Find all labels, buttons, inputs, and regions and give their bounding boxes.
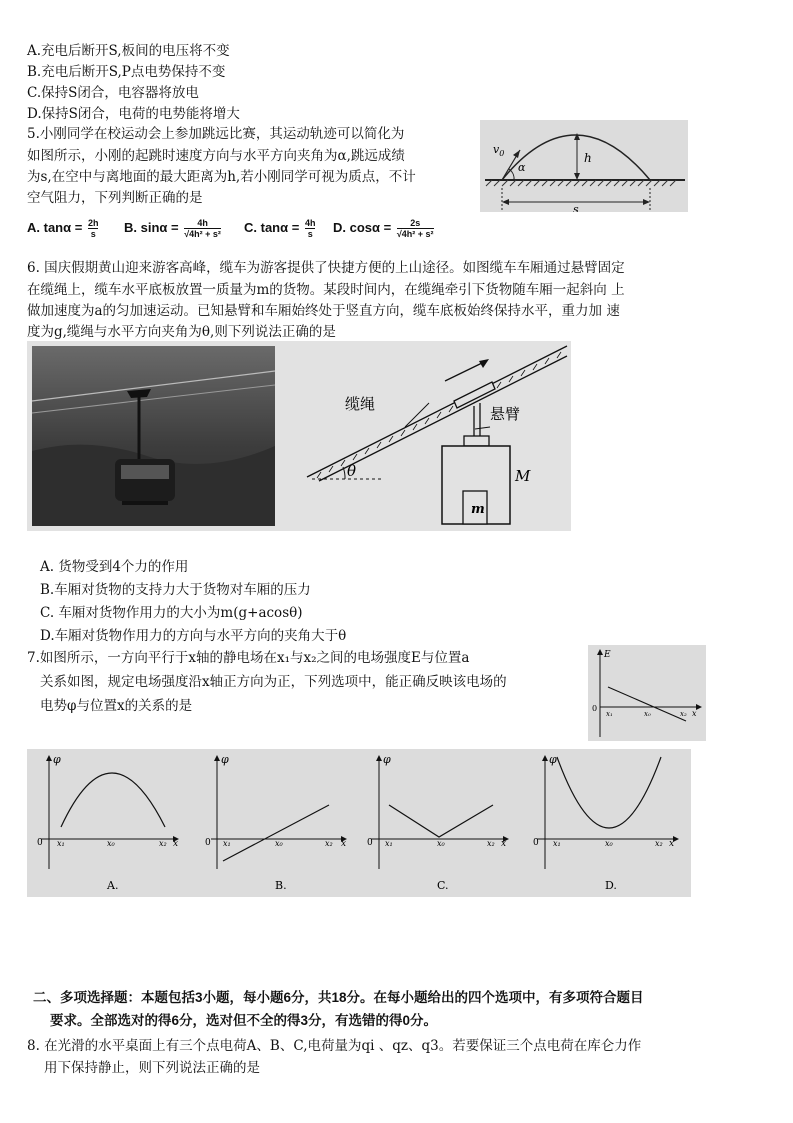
graph-d bbox=[533, 753, 679, 892]
svg-text:x₁: x₁ bbox=[385, 839, 393, 848]
q5-stem-line-3: 为s,在空中与离地面的最大距离为h,若小刚同学可视为质点，不计 bbox=[27, 169, 416, 185]
svg-text:C.: C. bbox=[437, 879, 449, 892]
svg-text:φ: φ bbox=[221, 753, 229, 766]
q6-option-b: B.车厢对货物的支持力大于货物对车厢的压力 bbox=[40, 582, 311, 598]
graph-a bbox=[37, 753, 179, 892]
q5-stem-line-1: 5.小刚同学在校运动会上参加跳远比赛，其运动轨迹可以简化为 bbox=[27, 126, 405, 142]
h-label: h bbox=[584, 151, 592, 165]
graph-b bbox=[205, 753, 347, 892]
svg-text:0: 0 bbox=[367, 838, 373, 848]
svg-text:x₀: x₀ bbox=[437, 839, 445, 848]
svg-text:D.: D. bbox=[605, 879, 617, 892]
svg-text:x: x bbox=[692, 709, 697, 718]
svg-text:x: x bbox=[501, 839, 507, 849]
q7-stem-line-3: 电势φ与位置x的关系的是 bbox=[40, 698, 193, 714]
svg-text:x₁: x₁ bbox=[553, 839, 561, 848]
q6-option-d: D.车厢对货物作用力的方向与水平方向的夹角大于θ bbox=[40, 628, 347, 644]
svg-text:E: E bbox=[604, 650, 611, 660]
m-label: m bbox=[471, 502, 485, 517]
svg-text:x₂: x₂ bbox=[487, 839, 495, 848]
q7-stem-line-1: 7.如图所示，一方向平行于x轴的静电场在x₁与x₂之间的电场强度E与位置a bbox=[27, 650, 470, 666]
v0-label: v bbox=[493, 143, 500, 156]
svg-text:x₀: x₀ bbox=[644, 710, 651, 718]
section2-heading-line-1: 二、多项选择题：本题包括3小题，每小题6分，共18分。在每小题给出的四个选项中，有多项符合题目 bbox=[33, 990, 644, 1005]
q6-stem-line-4: 度为g,缆绳与水平方向夹角为θ,则下列说法正确的是 bbox=[27, 324, 336, 340]
q6-stem-line-2: 在缆绳上，缆车水平底板放置一质量为m的货物。某段时间内，在缆绳牵引下货物随车厢一起斜向 上 bbox=[27, 282, 625, 298]
svg-text:x: x bbox=[173, 839, 179, 849]
svg-text:0: 0 bbox=[533, 838, 539, 848]
svg-text:x₀: x₀ bbox=[605, 839, 613, 848]
theta-label: θ bbox=[347, 462, 357, 480]
e-x-graph bbox=[588, 645, 706, 741]
line-c bbox=[389, 805, 493, 837]
q6-option-a: A. 货物受到4个力的作用 bbox=[40, 559, 189, 575]
svg-text:x₂: x₂ bbox=[159, 839, 167, 848]
q5-stem-line-4: 空气阻力，下列判断正确的是 bbox=[27, 190, 203, 206]
q4-option-d: D.保持S闭合，电荷的电势能将增大 bbox=[27, 106, 240, 122]
q6-stem-line-1: 6. 国庆假期黄山迎来游客高峰，缆车为游客提供了快捷方便的上山途径。如图缆车车厢通过悬臂固定 bbox=[27, 260, 625, 276]
section2-heading-line-2: 要求。全部选对的得6分，选对但不全的得3分，有选错的得0分。 bbox=[50, 1013, 438, 1028]
svg-text:0: 0 bbox=[205, 838, 211, 848]
arm-label: 悬臂 bbox=[490, 405, 521, 423]
rope-label: 缆绳 bbox=[345, 395, 376, 413]
svg-text:φ: φ bbox=[53, 753, 61, 766]
svg-text:x₁: x₁ bbox=[223, 839, 231, 848]
graph-c bbox=[367, 753, 509, 892]
alpha-label: α bbox=[518, 161, 526, 174]
q4-option-c: C.保持S闭合，电容器将放电 bbox=[27, 85, 199, 101]
q5-option-b: B. sinα = $\frac{4h}{\text{√4h² + s²}}$ bbox=[124, 218, 221, 239]
q4-option-a: A.充电后断开S,板间的电压将不变 bbox=[27, 43, 230, 59]
s-label: s bbox=[573, 203, 579, 212]
svg-text:A.: A. bbox=[107, 879, 119, 892]
svg-text:x₀: x₀ bbox=[107, 839, 115, 848]
M-label: M bbox=[515, 467, 531, 485]
svg-text:0: 0 bbox=[37, 838, 43, 848]
svg-text:x₁: x₁ bbox=[606, 710, 613, 718]
q8-stem-line-1: 8. 在光滑的水平桌面上有三个点电荷A、B、C,电荷量为qi 、qz、q3。若要保证三个点电荷在库仑力作 bbox=[27, 1038, 642, 1054]
svg-text:v0: $v_0$ bbox=[493, 143, 505, 158]
svg-text:x₂: x₂ bbox=[680, 710, 687, 718]
svg-text:φ: φ bbox=[383, 753, 391, 766]
q8-stem-line-2: 用下保持静止，则下列说法正确的是 bbox=[44, 1060, 260, 1076]
q5-stem-line-2: 如图所示，小刚的起跳时速度方向与水平方向夹角为α,跳远成绩 bbox=[27, 148, 405, 164]
svg-text:x: x bbox=[341, 839, 347, 849]
svg-text:x: x bbox=[669, 839, 675, 849]
q6-option-c: C. 车厢对货物作用力的大小为m(g+acosθ) bbox=[40, 605, 303, 621]
svg-text:B.: B. bbox=[275, 879, 287, 892]
svg-text:x₂: x₂ bbox=[655, 839, 663, 848]
phi-x-options-figure bbox=[27, 749, 691, 897]
q5-option-a: A. tanα = $\frac{2h}{s}$ bbox=[27, 218, 99, 239]
q5-option-d: D. cosα = $\frac{2s}{\text{√4h² + s²}}$ bbox=[333, 218, 434, 239]
q4-option-b: B.充电后断开S,P点电势保持不变 bbox=[27, 64, 226, 80]
q6-stem-line-3: 做加速度为a的匀加速运动。已知悬臂和车厢始终处于竖直方向，缆车底板始终保持水平，重力加 速 bbox=[27, 303, 620, 319]
svg-text:x₀: x₀ bbox=[275, 839, 283, 848]
long-jump-figure bbox=[480, 120, 688, 212]
q5-option-c: C. tanα = $\frac{4h}{s}$ bbox=[244, 218, 316, 239]
svg-text:φ: φ bbox=[549, 753, 557, 766]
q7-stem-line-2: 关系如图，规定电场强度沿x轴正方向为正，下列选项中，能正确反映该电场的 bbox=[40, 674, 507, 690]
svg-text:0: 0 bbox=[592, 704, 598, 713]
cable-car-figure bbox=[27, 341, 571, 531]
svg-text:x₂: x₂ bbox=[325, 839, 333, 848]
curve-a bbox=[61, 773, 165, 827]
line-b bbox=[223, 805, 329, 861]
svg-text:x₁: x₁ bbox=[57, 839, 65, 848]
curve-d bbox=[557, 757, 661, 828]
